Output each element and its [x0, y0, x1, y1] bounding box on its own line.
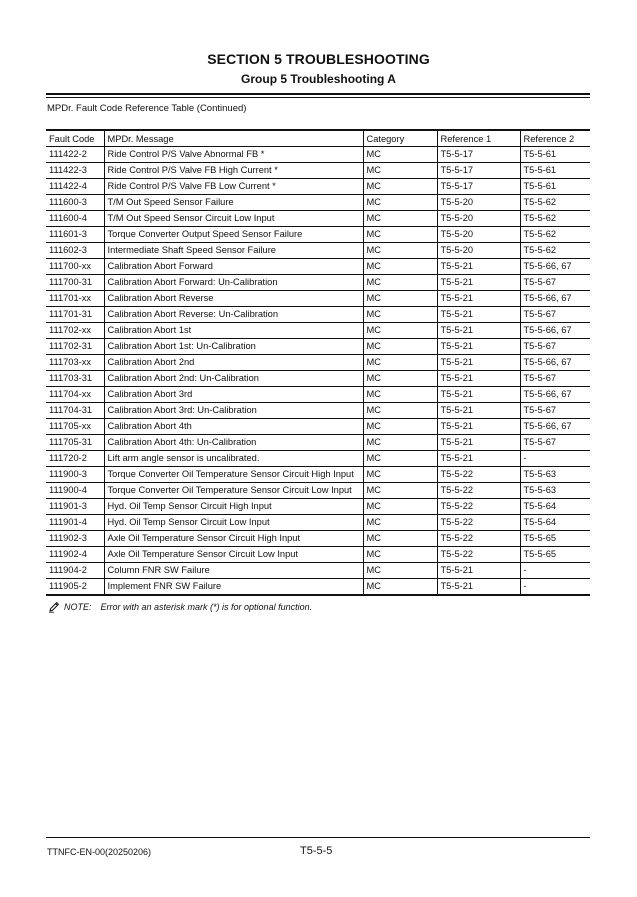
- table-row: [46, 291, 590, 307]
- category-cell: MC: [363, 579, 437, 596]
- column-header-fault-code: Fault Code: [46, 130, 104, 147]
- message-cell: Calibration Abort 1st: Un-Calibration: [104, 339, 363, 355]
- table-row: [46, 371, 590, 387]
- fault-code-cell: 111704-xx: [46, 387, 104, 403]
- document-code: TTNFC-EN-00(20250206): [47, 847, 152, 857]
- message-cell: Calibration Abort 3rd: [104, 387, 363, 403]
- page-number: T5-5-5: [300, 845, 333, 857]
- note-label: NOTE:: [64, 602, 92, 612]
- reference-2-cell: T5-5-66, 67: [520, 323, 590, 339]
- category-cell: MC: [363, 243, 437, 259]
- message-cell: Axle Oil Temperature Sensor Circuit Low Input: [104, 547, 363, 563]
- message-cell: Calibration Abort 2nd: Un-Calibration: [104, 371, 363, 387]
- reference-1-cell: T5-5-20: [437, 195, 520, 211]
- fault-code-cell: 111902-3: [46, 531, 104, 547]
- category-cell: MC: [363, 515, 437, 531]
- reference-1-cell: T5-5-21: [437, 323, 520, 339]
- fault-code-cell: 111422-3: [46, 163, 104, 179]
- fault-code-cell: 111422-2: [46, 147, 104, 163]
- category-cell: MC: [363, 307, 437, 323]
- reference-2-cell: T5-5-67: [520, 339, 590, 355]
- category-cell: MC: [363, 547, 437, 563]
- reference-2-cell: T5-5-67: [520, 403, 590, 419]
- footer-rule: [46, 837, 590, 838]
- reference-2-cell: T5-5-62: [520, 227, 590, 243]
- fault-code-cell: 111720-2: [46, 451, 104, 467]
- message-cell: Torque Converter Oil Temperature Sensor Circuit Low Input: [104, 483, 363, 499]
- fault-code-cell: 111704-31: [46, 403, 104, 419]
- table-row: [46, 339, 590, 355]
- reference-2-cell: -: [520, 563, 590, 579]
- reference-1-cell: T5-5-21: [437, 579, 520, 596]
- reference-2-cell: T5-5-63: [520, 483, 590, 499]
- category-cell: MC: [363, 355, 437, 371]
- reference-1-cell: T5-5-21: [437, 291, 520, 307]
- reference-1-cell: T5-5-22: [437, 515, 520, 531]
- fault-code-cell: 111600-4: [46, 211, 104, 227]
- note: [48, 601, 312, 613]
- reference-1-cell: T5-5-21: [437, 419, 520, 435]
- category-cell: MC: [363, 323, 437, 339]
- reference-1-cell: T5-5-17: [437, 163, 520, 179]
- message-cell: Column FNR SW Failure: [104, 563, 363, 579]
- table-row: [46, 499, 590, 515]
- table-header-row: [46, 130, 590, 147]
- table-row: [46, 451, 590, 467]
- fault-code-cell: 111905-2: [46, 579, 104, 596]
- reference-1-cell: T5-5-21: [437, 259, 520, 275]
- message-cell: Calibration Abort 1st: [104, 323, 363, 339]
- category-cell: MC: [363, 467, 437, 483]
- table-row: [46, 403, 590, 419]
- category-cell: MC: [363, 531, 437, 547]
- category-cell: MC: [363, 499, 437, 515]
- section-title: SECTION 5 TROUBLESHOOTING: [207, 51, 430, 67]
- reference-2-cell: -: [520, 451, 590, 467]
- category-cell: MC: [363, 419, 437, 435]
- reference-1-cell: T5-5-22: [437, 499, 520, 515]
- message-cell: Calibration Abort Reverse: [104, 291, 363, 307]
- reference-1-cell: T5-5-20: [437, 211, 520, 227]
- table-row: [46, 211, 590, 227]
- category-cell: MC: [363, 227, 437, 243]
- table-row: [46, 307, 590, 323]
- reference-2-cell: T5-5-61: [520, 163, 590, 179]
- column-header-reference-1: Reference 1: [437, 130, 520, 147]
- reference-1-cell: T5-5-21: [437, 387, 520, 403]
- message-cell: Ride Control P/S Valve FB Low Current *: [104, 179, 363, 195]
- table-row: [46, 387, 590, 403]
- table-row: [46, 275, 590, 291]
- category-cell: MC: [363, 451, 437, 467]
- reference-2-cell: T5-5-66, 67: [520, 291, 590, 307]
- message-cell: Ride Control P/S Valve Abnormal FB *: [104, 147, 363, 163]
- reference-1-cell: T5-5-22: [437, 483, 520, 499]
- reference-2-cell: T5-5-62: [520, 211, 590, 227]
- message-cell: Axle Oil Temperature Sensor Circuit High Input: [104, 531, 363, 547]
- table-row: [46, 579, 590, 596]
- fault-code-cell: 111700-xx: [46, 259, 104, 275]
- reference-2-cell: T5-5-62: [520, 243, 590, 259]
- category-cell: MC: [363, 371, 437, 387]
- table-row: [46, 243, 590, 259]
- fault-code-cell: 111705-31: [46, 435, 104, 451]
- reference-2-cell: T5-5-62: [520, 195, 590, 211]
- message-cell: Lift arm angle sensor is uncalibrated.: [104, 451, 363, 467]
- column-header-category: Category: [363, 130, 437, 147]
- pencil-icon: [48, 601, 60, 613]
- table-row: [46, 547, 590, 563]
- message-cell: Calibration Abort 4th: Un-Calibration: [104, 435, 363, 451]
- reference-2-cell: T5-5-66, 67: [520, 387, 590, 403]
- reference-2-cell: T5-5-67: [520, 435, 590, 451]
- fault-code-cell: 111705-xx: [46, 419, 104, 435]
- fault-code-cell: 111701-31: [46, 307, 104, 323]
- reference-1-cell: T5-5-22: [437, 467, 520, 483]
- message-cell: Calibration Abort 4th: [104, 419, 363, 435]
- message-cell: Torque Converter Oil Temperature Sensor Circuit High Input: [104, 467, 363, 483]
- reference-1-cell: T5-5-21: [437, 355, 520, 371]
- fault-code-cell: 111900-4: [46, 483, 104, 499]
- category-cell: MC: [363, 291, 437, 307]
- fault-code-cell: 111904-2: [46, 563, 104, 579]
- reference-1-cell: T5-5-20: [437, 227, 520, 243]
- category-cell: MC: [363, 275, 437, 291]
- fault-code-cell: 111900-3: [46, 467, 104, 483]
- message-cell: Calibration Abort 2nd: [104, 355, 363, 371]
- reference-1-cell: T5-5-17: [437, 147, 520, 163]
- reference-1-cell: T5-5-21: [437, 307, 520, 323]
- fault-code-table: [46, 129, 590, 596]
- reference-2-cell: T5-5-66, 67: [520, 419, 590, 435]
- header-rule: [46, 93, 590, 95]
- reference-2-cell: T5-5-65: [520, 547, 590, 563]
- reference-2-cell: T5-5-67: [520, 371, 590, 387]
- fault-code-cell: 111703-xx: [46, 355, 104, 371]
- fault-code-cell: 111601-3: [46, 227, 104, 243]
- reference-1-cell: T5-5-21: [437, 275, 520, 291]
- message-cell: Ride Control P/S Valve FB High Current *: [104, 163, 363, 179]
- table-row: [46, 259, 590, 275]
- column-header-message: MPDr. Message: [104, 130, 363, 147]
- reference-2-cell: T5-5-61: [520, 147, 590, 163]
- fault-code-cell: 111901-4: [46, 515, 104, 531]
- table-caption: MPDr. Fault Code Reference Table (Continued): [47, 103, 247, 114]
- fault-code-cell: 111901-3: [46, 499, 104, 515]
- table-row: [46, 355, 590, 371]
- group-title: Group 5 Troubleshooting A: [241, 72, 396, 86]
- message-cell: Calibration Abort Forward: [104, 259, 363, 275]
- reference-1-cell: T5-5-22: [437, 547, 520, 563]
- fault-code-cell: 111602-3: [46, 243, 104, 259]
- table-row: [46, 531, 590, 547]
- reference-2-cell: T5-5-67: [520, 275, 590, 291]
- reference-2-cell: T5-5-63: [520, 467, 590, 483]
- table-row: [46, 483, 590, 499]
- message-cell: T/M Out Speed Sensor Failure: [104, 195, 363, 211]
- table-row: [46, 163, 590, 179]
- reference-1-cell: T5-5-21: [437, 451, 520, 467]
- reference-2-cell: -: [520, 579, 590, 596]
- fault-code-cell: 111902-4: [46, 547, 104, 563]
- reference-1-cell: T5-5-21: [437, 563, 520, 579]
- category-cell: MC: [363, 195, 437, 211]
- table-row: [46, 563, 590, 579]
- fault-code-cell: 111700-31: [46, 275, 104, 291]
- note-text: Error with an asterisk mark (*) is for optional function.: [100, 602, 313, 612]
- message-cell: T/M Out Speed Sensor Circuit Low Input: [104, 211, 363, 227]
- message-cell: Torque Converter Output Speed Sensor Failure: [104, 227, 363, 243]
- message-cell: Calibration Abort 3rd: Un-Calibration: [104, 403, 363, 419]
- reference-2-cell: T5-5-66, 67: [520, 355, 590, 371]
- message-cell: Intermediate Shaft Speed Sensor Failure: [104, 243, 363, 259]
- table-row: [46, 435, 590, 451]
- reference-2-cell: T5-5-67: [520, 307, 590, 323]
- category-cell: MC: [363, 211, 437, 227]
- fault-code-cell: 111422-4: [46, 179, 104, 195]
- table-row: [46, 147, 590, 163]
- reference-1-cell: T5-5-21: [437, 435, 520, 451]
- fault-code-cell: 111701-xx: [46, 291, 104, 307]
- reference-1-cell: T5-5-20: [437, 243, 520, 259]
- reference-1-cell: T5-5-21: [437, 403, 520, 419]
- category-cell: MC: [363, 163, 437, 179]
- message-cell: Hyd. Oil Temp Sensor Circuit High Input: [104, 499, 363, 515]
- table-row: [46, 179, 590, 195]
- table-row: [46, 227, 590, 243]
- category-cell: MC: [363, 403, 437, 419]
- table-row: [46, 195, 590, 211]
- reference-1-cell: T5-5-17: [437, 179, 520, 195]
- reference-2-cell: T5-5-64: [520, 515, 590, 531]
- message-cell: Calibration Abort Reverse: Un-Calibration: [104, 307, 363, 323]
- reference-1-cell: T5-5-21: [437, 371, 520, 387]
- table-row: [46, 467, 590, 483]
- reference-2-cell: T5-5-65: [520, 531, 590, 547]
- category-cell: MC: [363, 147, 437, 163]
- category-cell: MC: [363, 339, 437, 355]
- category-cell: MC: [363, 483, 437, 499]
- category-cell: MC: [363, 435, 437, 451]
- table-row: [46, 419, 590, 435]
- header-rule-thin: [46, 97, 590, 98]
- column-header-reference-2: Reference 2: [520, 130, 590, 147]
- category-cell: MC: [363, 179, 437, 195]
- fault-code-cell: 111703-31: [46, 371, 104, 387]
- category-cell: MC: [363, 387, 437, 403]
- reference-2-cell: T5-5-61: [520, 179, 590, 195]
- message-cell: Hyd. Oil Temp Sensor Circuit Low Input: [104, 515, 363, 531]
- fault-code-cell: 111702-xx: [46, 323, 104, 339]
- table-row: [46, 323, 590, 339]
- reference-1-cell: T5-5-21: [437, 339, 520, 355]
- category-cell: MC: [363, 259, 437, 275]
- message-cell: Calibration Abort Forward: Un-Calibration: [104, 275, 363, 291]
- category-cell: MC: [363, 563, 437, 579]
- table-row: [46, 515, 590, 531]
- reference-2-cell: T5-5-64: [520, 499, 590, 515]
- reference-1-cell: T5-5-22: [437, 531, 520, 547]
- message-cell: Implement FNR SW Failure: [104, 579, 363, 596]
- fault-code-cell: 111600-3: [46, 195, 104, 211]
- fault-code-cell: 111702-31: [46, 339, 104, 355]
- reference-2-cell: T5-5-66, 67: [520, 259, 590, 275]
